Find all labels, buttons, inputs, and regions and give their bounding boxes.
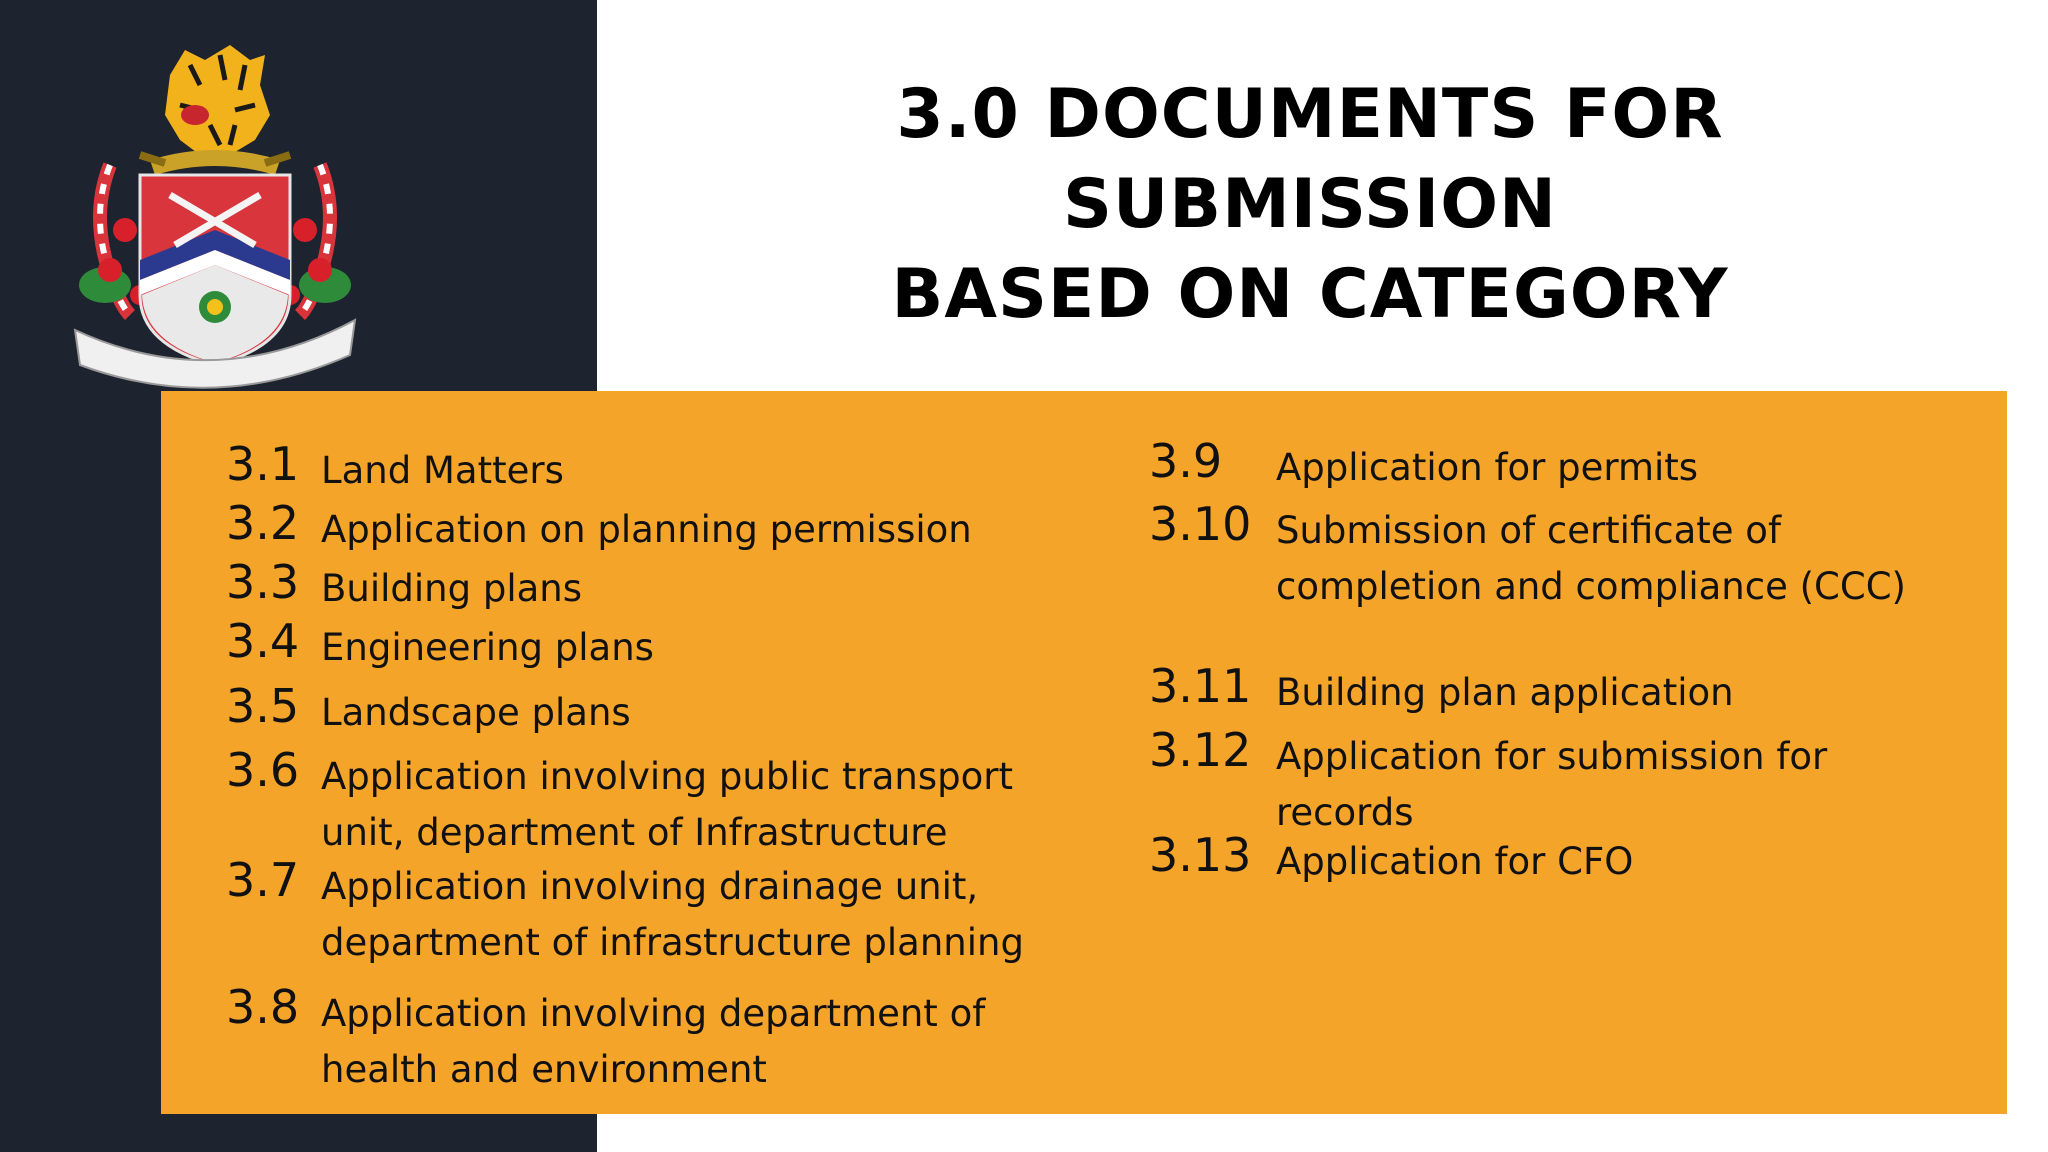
item-label	[321, 561, 582, 617]
item-label-line: records	[1276, 791, 1414, 834]
page-title	[640, 70, 1980, 340]
item-label-line: Land Matters	[321, 449, 564, 492]
item-number: 3.11	[1149, 659, 1252, 713]
item-number: 3.2	[226, 496, 300, 550]
item-number: 3.9	[1149, 434, 1223, 488]
item-label	[321, 749, 1013, 861]
item-label-line: completion and compliance (CCC)	[1276, 565, 1906, 608]
item-number: 3.1	[226, 437, 300, 491]
item-label	[1276, 729, 1827, 841]
item-number: 3.7	[226, 853, 300, 907]
item-label-line: Application for permits	[1276, 446, 1699, 489]
item-number: 3.13	[1149, 828, 1252, 882]
item-label	[321, 859, 1024, 971]
title-line-2: BASED ON CATEGORY	[891, 255, 1729, 334]
item-label	[321, 443, 564, 499]
category-list-panel	[161, 391, 2007, 1114]
title-line-1: 3.0 DOCUMENTS FOR SUBMISSION	[896, 75, 1724, 244]
item-label-line: Application for CFO	[1276, 840, 1634, 883]
item-label	[1276, 503, 1906, 615]
tiger-head	[165, 45, 270, 155]
item-number: 3.5	[226, 679, 300, 733]
item-label	[321, 620, 654, 676]
crest-wreath	[140, 150, 290, 175]
item-label-line: health and environment	[321, 1048, 767, 1091]
item-label-line: Submission of certificate of	[1276, 509, 1781, 552]
item-label-line: Application on planning permission	[321, 508, 972, 551]
item-label-line: Application involving department of	[321, 992, 986, 1035]
item-label-line: Application involving public transport	[321, 755, 1013, 798]
item-label-line: unit, department of Infrastructure	[321, 811, 948, 854]
item-label	[1276, 665, 1734, 721]
item-label	[1276, 440, 1698, 496]
item-label	[1276, 834, 1633, 890]
item-number: 3.4	[226, 614, 300, 668]
item-number: 3.10	[1149, 497, 1252, 551]
shield	[140, 175, 290, 365]
item-label-line: Application involving drainage unit,	[321, 865, 979, 908]
item-label	[321, 502, 972, 558]
item-label-line: Landscape plans	[321, 691, 631, 734]
item-label-line: department of infrastructure planning	[321, 921, 1024, 964]
item-label	[321, 685, 631, 741]
item-label-line: Engineering plans	[321, 626, 654, 669]
item-number: 3.12	[1149, 723, 1252, 777]
item-label-line: Building plan application	[1276, 671, 1734, 714]
item-number: 3.6	[226, 743, 300, 797]
item-number: 3.8	[226, 980, 300, 1034]
item-label	[321, 986, 985, 1098]
dbkl-crest-logo	[70, 45, 360, 395]
item-number: 3.3	[226, 555, 300, 609]
item-label-line: Application for submission for	[1276, 735, 1828, 778]
item-label-line: Building plans	[321, 567, 583, 610]
